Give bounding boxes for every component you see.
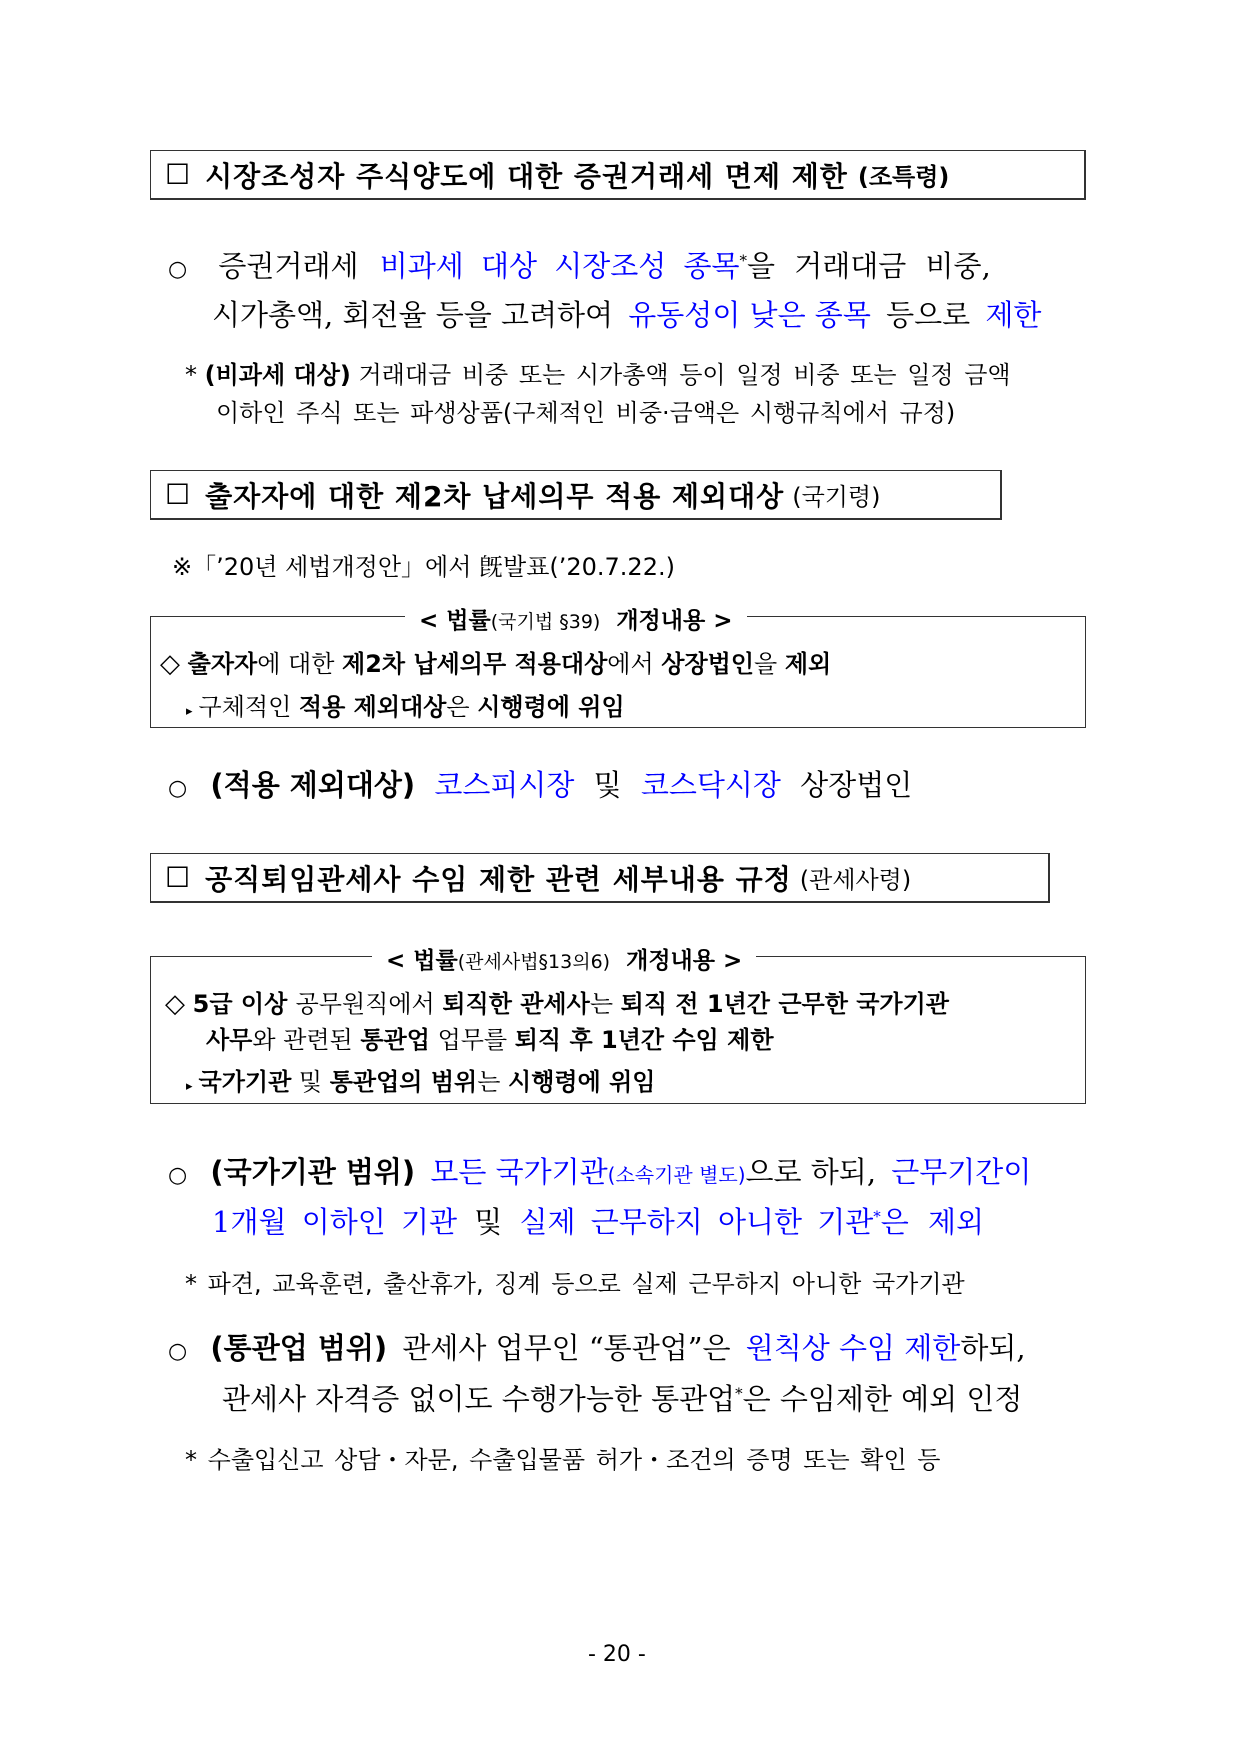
section3-note1: * 파견, 교육훈련, 출산휴가, 징계 등으로 실제 근무하지 아니한 국가기관 [185, 1270, 965, 1298]
highlight-text: 코스피시장 [434, 768, 575, 802]
diamond-icon: ◇ [160, 649, 180, 679]
highlight-text: 코스닥시장 [640, 768, 781, 802]
section1-note-line2: 이하인 주식 또는 파생상품(구체적인 비중·금액은 시행규칙에서 규정) [216, 399, 956, 427]
section2-law-line2: ▸ 구체적인 적용 제외대상은 시행령에 위임 [186, 693, 625, 721]
section3-law-title: < 법률(관세사법§13의6) 개정내용 > [372, 942, 756, 975]
section3-title-paren: (관세사령) [799, 866, 912, 894]
bullet-circle: ○ [168, 776, 188, 801]
section3-item1-line2: 1개월 이하인 기관 및 실제 근무하지 아니한 기관*은 제외 [212, 1205, 985, 1239]
page-number: - 20 - [588, 1642, 646, 1667]
section3-law-line1: ◇ 5급 이상 공무원직에서 퇴직한 관세사는 퇴직 전 1년간 근무한 국가기관 [165, 989, 949, 1019]
section2-title: 출자자에 대한 제2차 납세의무 적용 제외대상 [205, 479, 785, 513]
checkbox-square-icon: ☐ [165, 861, 192, 894]
bullet-circle: ○ [168, 1163, 188, 1188]
highlight-text: 실제 근무하지 아니한 기관 [519, 1205, 874, 1239]
section3-law-line2: 사무와 관련된 통관업 업무를 퇴직 후 1년간 수임 제한 [206, 1026, 774, 1054]
checkbox-square-icon: ☐ [165, 158, 192, 191]
section3-item2-line1: ○ (통관업 범위) 관세사 업무인 “통관업”은 원칙상 수임 제한하되, [168, 1331, 1026, 1365]
section1-title: 시장조성자 주식양도에 대한 증권거래세 면제 제한 [205, 159, 848, 193]
section3-law-line3: ▸ 국가기관 및 통관업의 범위는 시행령에 위임 [186, 1068, 656, 1096]
section1-item1-line1: ○ 증권거래세 비과세 대상 시장조성 종목*을 거래대금 비중, [168, 249, 991, 283]
highlight-text: 모든 국가기관 [430, 1155, 608, 1189]
section1-item1-line2: 시가총액, 회전율 등을 고려하여 유동성이 낮은 종목 등으로 제한 [212, 298, 1042, 332]
section1-title-paren: (조특령) [857, 163, 950, 191]
section2-law-title: < 법률(국기법 §39) 개정내용 > [405, 602, 747, 635]
highlight-text: 비과세 대상 시장조성 종목 [379, 249, 740, 283]
section3-title: 공직퇴임관세사 수임 제한 관련 세부내용 규정 [205, 862, 792, 896]
bullet-circle: ○ [168, 1339, 188, 1364]
section2-reference-note: ※「’20년 세법개정안」에서 旣발표(’20.7.22.) [172, 553, 675, 581]
highlight-text: 원칙상 수임 제한 [745, 1331, 961, 1365]
section2-item: ○ (적용 제외대상) 코스피시장 및 코스닥시장 상장법인 [168, 768, 913, 802]
section1-header [150, 150, 1086, 200]
section1-note-line1: * (비과세 대상) 거래대금 비중 또는 시가총액 등이 일정 비중 또는 일정 금액 [185, 361, 1011, 389]
section3-header [150, 853, 1050, 903]
section2-law-line1: ◇ 출자자에 대한 제2차 납세의무 적용대상에서 상장법인을 제외 [160, 649, 832, 679]
section2-title-paren: (국기령) [792, 483, 881, 511]
section2-header [150, 470, 1002, 520]
highlight-text: 1개월 이하인 기관 [212, 1205, 457, 1239]
section3-item2-line2: 관세사 자격증 없이도 수행가능한 통관업*은 수임제한 예외 인정 [222, 1382, 1023, 1416]
triangle-bullet-icon: ▸ [186, 704, 193, 719]
section3-item1-line1: ○ (국가기관 범위) 모든 국가기관(소속기관 별도)으로 하되, 근무기간이 [168, 1155, 1032, 1189]
highlight-text: 제한 [985, 298, 1042, 332]
diamond-icon: ◇ [165, 989, 185, 1019]
section3-note2: * 수출입신고 상담・자문, 수출입물품 허가・조건의 증명 또는 확인 등 [185, 1446, 941, 1474]
checkbox-square-icon: ☐ [165, 478, 192, 511]
highlight-text: 근무기간이 [891, 1155, 1032, 1189]
bullet-circle: ○ [168, 257, 188, 282]
highlight-text: 유동성이 낮은 종목 [628, 298, 871, 332]
triangle-bullet-icon: ▸ [186, 1079, 193, 1094]
